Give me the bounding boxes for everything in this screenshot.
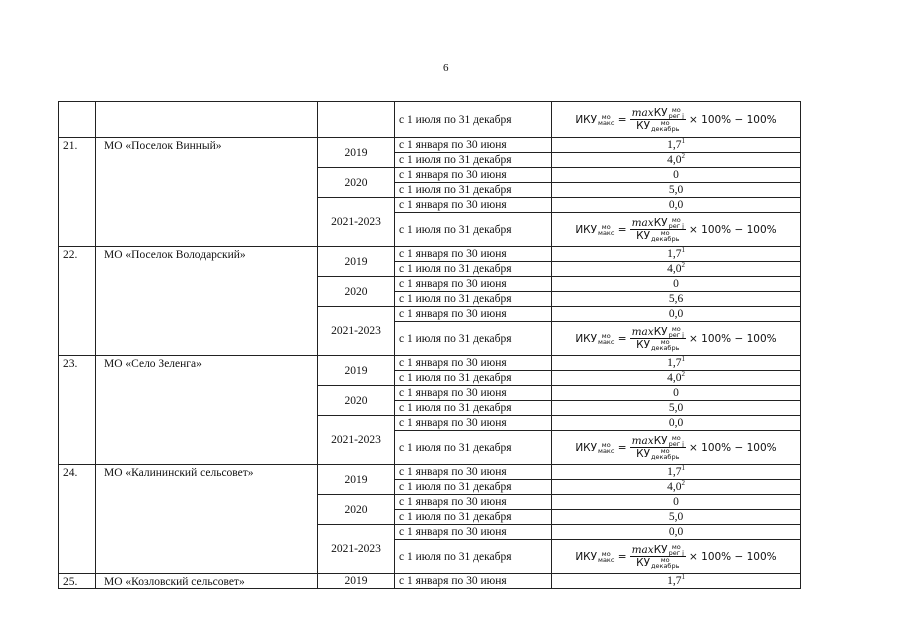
year-2019: 2019 [318,138,395,168]
value-2020-h1 [552,277,801,292]
value-2019-h2 [552,153,801,168]
value-2019-h2 [552,480,801,495]
formula-cell [552,102,801,138]
value-2019-h1 [552,247,801,262]
value-text: 0,0 [668,308,684,320]
period-h1: с 1 января по 30 июня [395,168,552,183]
value-2020-h1 [552,386,801,401]
period-h1: с 1 января по 30 июня [395,574,552,589]
value-2020-h2 [552,292,801,307]
value-2020-h1 [552,168,801,183]
period-h2: с 1 июля по 31 декабря [395,262,552,277]
value-2021-2023-h1 [552,307,801,322]
table-row [59,574,801,589]
formula-fraction: maxКУ мо рег j КУ мо декабрь [631,543,684,570]
period-h2: с 1 июля по 31 декабря [395,213,552,247]
formula-lhs: ИКУ мо макс [575,440,615,455]
formula-lhs: ИКУ мо макс [575,222,615,237]
value-text: 4,0 [667,372,682,384]
formula-cell [552,540,801,574]
footnote-mark: 2 [681,370,685,379]
value-text: 1,7 [667,139,682,151]
table-row [59,247,801,262]
footnote-mark: 2 [681,152,685,161]
footnote-mark: 1 [681,246,685,255]
formula-fraction: maxКУ мо рег j КУ мо декабрь [631,434,684,461]
org-cell [96,102,318,138]
year-2021-2023: 2021-2023 [318,525,395,574]
value-2020-h2 [552,510,801,525]
period-h1: с 1 января по 30 июня [395,525,552,540]
period-h2: с 1 июля по 31 декабря [395,183,552,198]
formula-lhs: ИКУ мо макс [575,112,615,127]
municipality-name: МО «Село Зеленга» [96,356,318,465]
footnote-mark: 1 [681,137,685,146]
max-index-formula: ИКУ мо макс = maxКУ мо рег j КУ мо декабрь × 100% − 100% [575,543,777,570]
period-h1: с 1 января по 30 июня [395,198,552,213]
footnote-mark: 2 [681,479,685,488]
value-2021-2023-h1 [552,525,801,540]
period-h2: с 1 июля по 31 декабря [395,371,552,386]
footnote-mark: 1 [681,355,685,364]
page-number: 6 [443,62,449,74]
value-text: 5,6 [668,293,684,305]
formula-lhs: ИКУ мо макс [575,331,615,346]
value-2020-h2 [552,401,801,416]
period-h2: с 1 июля по 31 декабря [395,540,552,574]
year-2019: 2019 [318,247,395,277]
value-text: 0 [673,169,679,181]
value-text: 1,7 [667,575,682,587]
period-h2: с 1 июля по 31 декабря [395,431,552,465]
period-cell: с 1 июля по 31 декабря [395,102,552,138]
period-h1: с 1 января по 30 июня [395,277,552,292]
value-text: 5,0 [668,184,684,196]
formula-fraction: maxКУ мо рег j КУ мо декабрь [631,325,684,352]
value-2020-h2 [552,183,801,198]
year-2019: 2019 [318,356,395,386]
year-2021-2023: 2021-2023 [318,307,395,356]
formula-fraction: maxКУ мо рег j КУ мо декабрь [631,106,684,133]
year-2021-2023: 2021-2023 [318,198,395,247]
year-2020: 2020 [318,277,395,307]
municipality-name: МО «Поселок Винный» [96,138,318,247]
value-2021-2023-h1 [552,198,801,213]
formula-cell [552,431,801,465]
value-text: 0 [673,278,679,290]
value-text: 4,0 [667,263,682,275]
row-number: 22. [59,247,96,356]
max-index-formula: ИКУ мо макс = maxКУ мо рег j КУ мо декабрь × 100% − 100% [575,434,777,461]
tariff-table [58,101,801,589]
year-2019: 2019 [318,465,395,495]
value-2019-h2 [552,371,801,386]
period-h1: с 1 января по 30 июня [395,247,552,262]
value-text: 4,0 [667,154,682,166]
period-h2: с 1 июля по 31 декабря [395,480,552,495]
municipality-name: МО «Калининский сельсовет» [96,465,318,574]
formula-lhs: ИКУ мо макс [575,549,615,564]
period-h2: с 1 июля по 31 декабря [395,322,552,356]
row-number: 23. [59,356,96,465]
year-cell [318,102,395,138]
max-index-formula: ИКУ мо макс = maxКУ мо рег j КУ мо декабрь × 100% − 100% [575,325,777,352]
row-number: 24. [59,465,96,574]
max-index-formula: ИКУ мо макс = maxКУ мо рег j КУ мо декабрь × 100% − 100% [575,216,777,243]
value-text: 5,0 [668,402,684,414]
value-text: 4,0 [667,481,682,493]
year-2021-2023: 2021-2023 [318,416,395,465]
formula-cell [552,322,801,356]
row-number: 21. [59,138,96,247]
value-2019-h1 [552,138,801,153]
footnote-mark: 1 [681,464,685,473]
max-index-formula: ИКУ мо макс = maxКУ мо рег j КУ мо декабрь × 100% − 100% [575,106,777,133]
year-2020: 2020 [318,168,395,198]
table-row [59,356,801,371]
value-text: 1,7 [667,466,682,478]
period-h1: с 1 января по 30 июня [395,465,552,480]
row-number: 25. [59,574,96,589]
value-text: 5,0 [668,511,684,523]
value-text: 0 [673,387,679,399]
period-h1: с 1 января по 30 июня [395,386,552,401]
value-2020-h1 [552,495,801,510]
period-h1: с 1 января по 30 июня [395,416,552,431]
footnote-mark: 2 [681,261,685,270]
value-2019-h1 [552,574,801,589]
municipality-name: МО «Козловский сельсовет» [96,574,318,589]
period-h2: с 1 июля по 31 декабря [395,292,552,307]
period-h2: с 1 июля по 31 декабря [395,153,552,168]
municipality-name: МО «Поселок Володарский» [96,247,318,356]
period-h1: с 1 января по 30 июня [395,138,552,153]
period-h2: с 1 июля по 31 декабря [395,401,552,416]
period-h2: с 1 июля по 31 декабря [395,510,552,525]
value-2019-h2 [552,262,801,277]
value-text: 0,0 [668,199,684,211]
value-text: 0,0 [668,417,684,429]
formula-cell [552,213,801,247]
table-row [59,102,801,138]
value-text: 1,7 [667,248,682,260]
value-2019-h1 [552,356,801,371]
year-2020: 2020 [318,495,395,525]
value-text: 1,7 [667,357,682,369]
value-text: 0 [673,496,679,508]
year-2020: 2020 [318,386,395,416]
year-2019: 2019 [318,574,395,589]
footnote-mark: 1 [681,573,685,582]
period-h1: с 1 января по 30 июня [395,495,552,510]
period-h1: с 1 января по 30 июня [395,307,552,322]
table-row [59,138,801,153]
value-2019-h1 [552,465,801,480]
value-2021-2023-h1 [552,416,801,431]
table-row [59,465,801,480]
value-text: 0,0 [668,526,684,538]
period-h1: с 1 января по 30 июня [395,356,552,371]
num-cell [59,102,96,138]
formula-fraction: maxКУ мо рег j КУ мо декабрь [631,216,684,243]
